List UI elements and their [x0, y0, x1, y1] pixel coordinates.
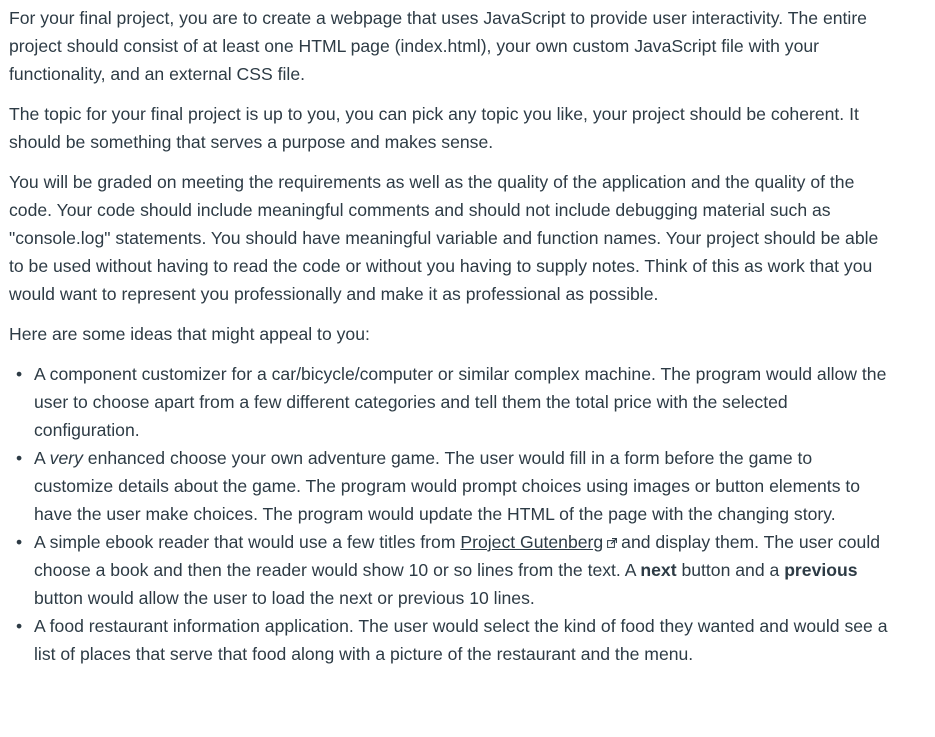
bullet: •	[16, 532, 23, 552]
intro-paragraph: For your final project, you are to create a webpage that uses JavaScript to provide user interactivity. The entire project should consist of at least one HTML page (index.html), your own custom JavaScript file with your functionality, and an external CSS file.	[9, 8, 867, 84]
emphasis-very: very	[49, 448, 83, 468]
idea-ebook-reader	[16, 528, 889, 612]
assignment-content	[9, 4, 889, 668]
idea-text-between: button and a	[676, 560, 785, 580]
external-link-icon[interactable]	[607, 538, 617, 548]
grading-paragraph: You will be graded on meeting the requirements as well as the quality of the application and the quality of the code. Your code should include meaningful comments and should not include debugging material such as "console.log" statements. You should have meaningful variable and function names. Your project should be able to be used without having to read the code or without you having to supply notes. Think of this as work that you would want to represent you professionally and make it as professional as possible.	[9, 172, 879, 304]
topic-paragraph: The topic for your final project is up to you, you can pick any topic you like, your project should be coherent. It should be something that serves a purpose and makes sense.	[9, 104, 859, 152]
idea-text: A component customizer for a car/bicycle/computer or similar complex machine. The program would allow the user to choose apart from a few different categories and tell them the total price with the selected configuration.	[34, 364, 887, 440]
bullet: •	[16, 616, 23, 636]
idea-text-middle: and display them. The user could choose a book and then the reader would show 10 or so lines from the text. A	[34, 532, 881, 580]
ideas-heading: Here are some ideas that might appeal to you:	[9, 324, 370, 344]
bullet: •	[16, 448, 23, 468]
idea-text-end: button would allow the user to load the next or previous 10 lines.	[34, 588, 535, 608]
idea-text: A food restaurant information application. The user would select the kind of food they wanted and would see a list of places that serve that food along with a picture of the restaurant and the menu.	[34, 616, 888, 664]
idea-text-start: A	[34, 448, 50, 468]
idea-text-start: A simple ebook reader that would use a few titles from	[34, 532, 461, 552]
previous-label: previous	[784, 560, 858, 580]
idea-food-restaurant	[16, 612, 889, 668]
idea-text-rest: enhanced choose your own adventure game. The user would fill in a form before the game to customize details about the game. The program would prompt choices using images or button elements to have the user make choices. The program would update the HTML of the page with the changing story.	[34, 448, 861, 524]
ideas-list	[9, 360, 889, 668]
idea-car-customizer	[16, 360, 889, 444]
idea-adventure-game	[16, 444, 889, 528]
bullet: •	[16, 364, 23, 384]
project-gutenberg-link[interactable]: Project Gutenberg	[460, 532, 604, 552]
next-label: next	[640, 560, 677, 580]
